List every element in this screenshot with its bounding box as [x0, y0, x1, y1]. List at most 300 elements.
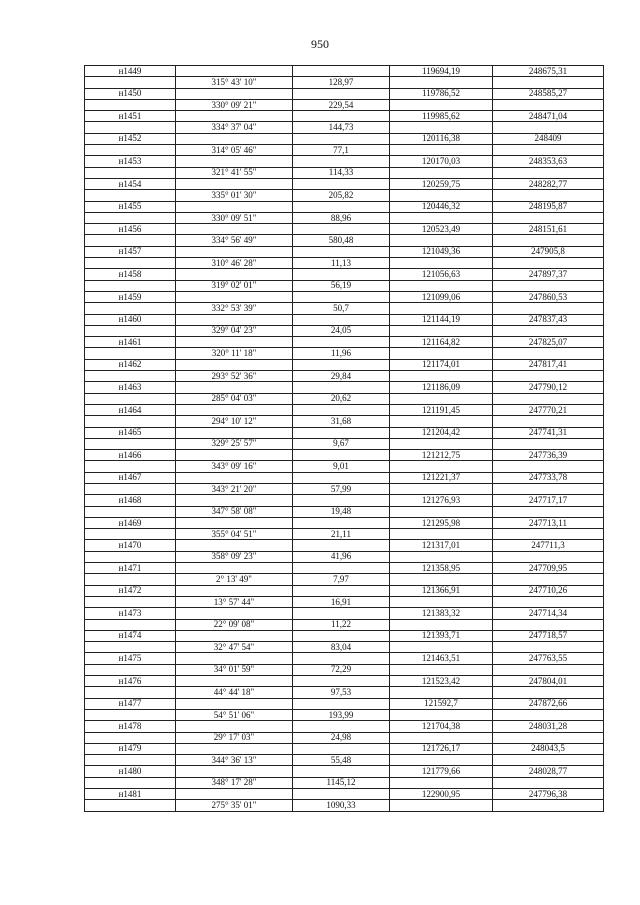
point-row: [85, 698, 604, 709]
point-name-cell: н1456: [85, 224, 176, 235]
distance-cell: 50,7: [293, 303, 390, 314]
empty-cell: [176, 224, 293, 235]
empty-cell: [390, 506, 493, 517]
bearing-cell: 22° 09' 08": [176, 619, 293, 630]
bearing-cell: 343° 09' 16": [176, 461, 293, 472]
distance-cell: 24,05: [293, 325, 390, 336]
distance-cell: 114,33: [293, 167, 390, 178]
distance-cell: 16,91: [293, 596, 390, 607]
y-coordinate-cell: 247736,39: [493, 450, 604, 461]
distance-cell: 41,96: [293, 551, 390, 562]
point-row: [85, 291, 604, 302]
distance-cell: 1090,33: [293, 800, 390, 811]
empty-cell: [176, 178, 293, 189]
empty-cell: [176, 517, 293, 528]
empty-cell: [390, 461, 493, 472]
empty-cell: [176, 88, 293, 99]
empty-cell: [293, 517, 390, 528]
y-coordinate-cell: 247714,34: [493, 608, 604, 619]
empty-cell: [390, 371, 493, 382]
empty-cell: [493, 325, 604, 336]
empty-cell: [293, 291, 390, 302]
empty-cell: [293, 337, 390, 348]
point-row: [85, 721, 604, 732]
bearing-cell: 29° 17' 03": [176, 732, 293, 743]
empty-cell: [390, 529, 493, 540]
bearing-cell: 2° 13' 49": [176, 574, 293, 585]
empty-cell: [493, 167, 604, 178]
distance-cell: 11,96: [293, 348, 390, 359]
empty-cell: [390, 755, 493, 766]
empty-cell: [85, 212, 176, 223]
bearing-cell: 32° 47' 54": [176, 642, 293, 653]
empty-cell: [390, 551, 493, 562]
bearing-cell: 344° 36' 13": [176, 755, 293, 766]
segment-row: [85, 461, 604, 472]
empty-cell: [85, 371, 176, 382]
empty-cell: [493, 529, 604, 540]
empty-cell: [293, 88, 390, 99]
empty-cell: [293, 201, 390, 212]
distance-cell: 205,82: [293, 190, 390, 201]
distance-cell: 72,29: [293, 664, 390, 675]
empty-cell: [293, 111, 390, 122]
x-coordinate-cell: 121366,91: [390, 585, 493, 596]
bearing-cell: 355° 04' 51": [176, 529, 293, 540]
y-coordinate-cell: 247804,01: [493, 676, 604, 687]
empty-cell: [176, 540, 293, 551]
point-name-cell: н1475: [85, 653, 176, 664]
empty-cell: [85, 325, 176, 336]
empty-cell: [390, 574, 493, 585]
x-coordinate-cell: 121049,36: [390, 246, 493, 257]
empty-cell: [493, 483, 604, 494]
point-name-cell: н1472: [85, 585, 176, 596]
empty-cell: [85, 348, 176, 359]
point-name-cell: н1480: [85, 766, 176, 777]
point-row: [85, 540, 604, 551]
y-coordinate-cell: 248151,61: [493, 224, 604, 235]
x-coordinate-cell: 121779,66: [390, 766, 493, 777]
empty-cell: [293, 698, 390, 709]
x-coordinate-cell: 120116,38: [390, 133, 493, 144]
empty-cell: [293, 721, 390, 732]
segment-row: [85, 258, 604, 269]
distance-cell: 24,98: [293, 732, 390, 743]
empty-cell: [390, 687, 493, 698]
empty-cell: [176, 133, 293, 144]
empty-cell: [493, 416, 604, 427]
distance-cell: 77,1: [293, 145, 390, 156]
segment-row: [85, 596, 604, 607]
point-name-cell: н1470: [85, 540, 176, 551]
empty-cell: [85, 258, 176, 269]
segment-row: [85, 190, 604, 201]
empty-cell: [85, 461, 176, 472]
empty-cell: [390, 145, 493, 156]
point-row: [85, 766, 604, 777]
x-coordinate-cell: 121276,93: [390, 495, 493, 506]
segment-row: [85, 529, 604, 540]
bearing-cell: 335° 01' 30": [176, 190, 293, 201]
bearing-cell: 321° 41' 55": [176, 167, 293, 178]
y-coordinate-cell: 247717,17: [493, 495, 604, 506]
point-row: [85, 676, 604, 687]
empty-cell: [293, 246, 390, 257]
empty-cell: [493, 212, 604, 223]
empty-cell: [493, 303, 604, 314]
y-coordinate-cell: 248409: [493, 133, 604, 144]
point-name-cell: н1479: [85, 743, 176, 754]
x-coordinate-cell: 121463,51: [390, 653, 493, 664]
x-coordinate-cell: 121295,98: [390, 517, 493, 528]
bearing-cell: 13° 57' 44": [176, 596, 293, 607]
segment-row: [85, 77, 604, 88]
y-coordinate-cell: 247770,21: [493, 404, 604, 415]
y-coordinate-cell: 247713,11: [493, 517, 604, 528]
empty-cell: [293, 608, 390, 619]
point-row: [85, 427, 604, 438]
point-row: [85, 517, 604, 528]
point-name-cell: н1474: [85, 630, 176, 641]
empty-cell: [390, 416, 493, 427]
empty-cell: [293, 676, 390, 687]
point-name-cell: н1468: [85, 495, 176, 506]
empty-cell: [176, 766, 293, 777]
empty-cell: [293, 653, 390, 664]
y-coordinate-cell: 248675,31: [493, 66, 604, 77]
empty-cell: [176, 382, 293, 393]
empty-cell: [390, 235, 493, 246]
empty-cell: [293, 630, 390, 641]
empty-cell: [493, 393, 604, 404]
distance-cell: 11,22: [293, 619, 390, 630]
empty-cell: [176, 359, 293, 370]
empty-cell: [293, 540, 390, 551]
distance-cell: 128,97: [293, 77, 390, 88]
distance-cell: 144,73: [293, 122, 390, 133]
empty-cell: [390, 212, 493, 223]
point-row: [85, 608, 604, 619]
bearing-cell: 334° 56' 49": [176, 235, 293, 246]
segment-row: [85, 393, 604, 404]
bearing-cell: 348° 17' 28": [176, 777, 293, 788]
point-name-cell: н1469: [85, 517, 176, 528]
empty-cell: [85, 77, 176, 88]
empty-cell: [85, 551, 176, 562]
empty-cell: [390, 642, 493, 653]
empty-cell: [493, 235, 604, 246]
segment-row: [85, 574, 604, 585]
y-coordinate-cell: 247860,53: [493, 291, 604, 302]
y-coordinate-cell: 247837,43: [493, 314, 604, 325]
point-name-cell: н1481: [85, 789, 176, 800]
empty-cell: [85, 642, 176, 653]
point-row: [85, 133, 604, 144]
x-coordinate-cell: 121191,45: [390, 404, 493, 415]
empty-cell: [176, 608, 293, 619]
point-name-cell: н1458: [85, 269, 176, 280]
empty-cell: [176, 337, 293, 348]
empty-cell: [390, 77, 493, 88]
x-coordinate-cell: 120446,32: [390, 201, 493, 212]
y-coordinate-cell: 247763,55: [493, 653, 604, 664]
empty-cell: [293, 382, 390, 393]
empty-cell: [176, 630, 293, 641]
point-row: [85, 359, 604, 370]
segment-row: [85, 732, 604, 743]
point-row: [85, 404, 604, 415]
point-row: [85, 585, 604, 596]
empty-cell: [390, 800, 493, 811]
empty-cell: [293, 66, 390, 77]
empty-cell: [493, 371, 604, 382]
empty-cell: [493, 619, 604, 630]
x-coordinate-cell: 121523,42: [390, 676, 493, 687]
bearing-cell: 334° 37' 04": [176, 122, 293, 133]
distance-cell: 11,13: [293, 258, 390, 269]
empty-cell: [85, 483, 176, 494]
segment-row: [85, 438, 604, 449]
y-coordinate-cell: 248195,87: [493, 201, 604, 212]
empty-cell: [390, 190, 493, 201]
x-coordinate-cell: 121144,19: [390, 314, 493, 325]
page-number: 950: [311, 37, 329, 51]
empty-cell: [85, 800, 176, 811]
empty-cell: [293, 224, 390, 235]
empty-cell: [176, 269, 293, 280]
point-name-cell: н1477: [85, 698, 176, 709]
empty-cell: [85, 709, 176, 720]
empty-cell: [176, 698, 293, 709]
y-coordinate-cell: 248585,27: [493, 88, 604, 99]
empty-cell: [493, 258, 604, 269]
point-name-cell: н1461: [85, 337, 176, 348]
empty-cell: [493, 122, 604, 133]
empty-cell: [293, 404, 390, 415]
coordinates-table: [84, 65, 604, 812]
y-coordinate-cell: 247905,8: [493, 246, 604, 257]
empty-cell: [176, 201, 293, 212]
y-coordinate-cell: 247741,31: [493, 427, 604, 438]
empty-cell: [85, 167, 176, 178]
empty-cell: [85, 732, 176, 743]
empty-cell: [390, 280, 493, 291]
distance-cell: 9,01: [293, 461, 390, 472]
distance-cell: 19,48: [293, 506, 390, 517]
bearing-cell: 34° 01' 59": [176, 664, 293, 675]
empty-cell: [85, 574, 176, 585]
distance-cell: 193,99: [293, 709, 390, 720]
x-coordinate-cell: 119985,62: [390, 111, 493, 122]
point-name-cell: н1466: [85, 450, 176, 461]
x-coordinate-cell: 121221,37: [390, 472, 493, 483]
empty-cell: [293, 314, 390, 325]
point-row: [85, 201, 604, 212]
empty-cell: [493, 77, 604, 88]
point-name-cell: н1455: [85, 201, 176, 212]
bearing-cell: 314° 05' 46": [176, 145, 293, 156]
empty-cell: [493, 687, 604, 698]
empty-cell: [85, 438, 176, 449]
y-coordinate-cell: 247817,41: [493, 359, 604, 370]
empty-cell: [85, 664, 176, 675]
y-coordinate-cell: 248353,63: [493, 156, 604, 167]
empty-cell: [390, 99, 493, 110]
empty-cell: [390, 393, 493, 404]
y-coordinate-cell: 247790,12: [493, 382, 604, 393]
x-coordinate-cell: 121383,32: [390, 608, 493, 619]
x-coordinate-cell: 121212,75: [390, 450, 493, 461]
empty-cell: [293, 427, 390, 438]
segment-row: [85, 325, 604, 336]
y-coordinate-cell: 248031,28: [493, 721, 604, 732]
x-coordinate-cell: 121393,71: [390, 630, 493, 641]
empty-cell: [493, 800, 604, 811]
point-name-cell: н1452: [85, 133, 176, 144]
point-name-cell: н1454: [85, 178, 176, 189]
empty-cell: [85, 122, 176, 133]
point-name-cell: н1464: [85, 404, 176, 415]
empty-cell: [176, 721, 293, 732]
bearing-cell: 275° 35' 01": [176, 800, 293, 811]
segment-row: [85, 145, 604, 156]
distance-cell: 7,97: [293, 574, 390, 585]
empty-cell: [390, 777, 493, 788]
segment-row: [85, 506, 604, 517]
segment-row: [85, 167, 604, 178]
empty-cell: [176, 585, 293, 596]
bearing-cell: 329° 04' 23": [176, 325, 293, 336]
empty-cell: [85, 687, 176, 698]
x-coordinate-cell: 121358,95: [390, 563, 493, 574]
x-coordinate-cell: 121704,38: [390, 721, 493, 732]
distance-cell: 97,53: [293, 687, 390, 698]
empty-cell: [493, 348, 604, 359]
segment-row: [85, 235, 604, 246]
distance-cell: 21,11: [293, 529, 390, 540]
empty-cell: [85, 506, 176, 517]
empty-cell: [176, 653, 293, 664]
bearing-cell: 319° 02' 01": [176, 280, 293, 291]
empty-cell: [390, 732, 493, 743]
distance-cell: 88,96: [293, 212, 390, 223]
segment-row: [85, 687, 604, 698]
y-coordinate-cell: 247718,57: [493, 630, 604, 641]
bearing-cell: 285° 04' 03": [176, 393, 293, 404]
empty-cell: [293, 495, 390, 506]
empty-cell: [85, 529, 176, 540]
segment-row: [85, 99, 604, 110]
empty-cell: [390, 167, 493, 178]
point-name-cell: н1478: [85, 721, 176, 732]
bearing-cell: 320° 11' 18": [176, 348, 293, 359]
segment-row: [85, 642, 604, 653]
empty-cell: [493, 506, 604, 517]
empty-cell: [493, 664, 604, 675]
segment-row: [85, 416, 604, 427]
bearing-cell: 293° 52' 36": [176, 371, 293, 382]
segment-row: [85, 371, 604, 382]
empty-cell: [176, 111, 293, 122]
x-coordinate-cell: 121164,82: [390, 337, 493, 348]
empty-cell: [493, 596, 604, 607]
point-row: [85, 111, 604, 122]
point-row: [85, 743, 604, 754]
point-row: [85, 269, 604, 280]
point-row: [85, 156, 604, 167]
empty-cell: [293, 585, 390, 596]
y-coordinate-cell: 248043,5: [493, 743, 604, 754]
empty-cell: [493, 709, 604, 720]
empty-cell: [390, 664, 493, 675]
empty-cell: [493, 145, 604, 156]
empty-cell: [85, 235, 176, 246]
point-row: [85, 382, 604, 393]
y-coordinate-cell: 247709,95: [493, 563, 604, 574]
empty-cell: [390, 438, 493, 449]
empty-cell: [85, 777, 176, 788]
point-name-cell: н1467: [85, 472, 176, 483]
bearing-cell: 343° 21' 20": [176, 483, 293, 494]
point-name-cell: н1449: [85, 66, 176, 77]
distance-cell: 31,68: [293, 416, 390, 427]
bearing-cell: 294° 10' 12": [176, 416, 293, 427]
point-name-cell: н1476: [85, 676, 176, 687]
point-row: [85, 337, 604, 348]
bearing-cell: 358° 09' 23": [176, 551, 293, 562]
y-coordinate-cell: 247825,07: [493, 337, 604, 348]
empty-cell: [390, 596, 493, 607]
point-row: [85, 563, 604, 574]
distance-cell: 9,67: [293, 438, 390, 449]
point-name-cell: н1450: [85, 88, 176, 99]
empty-cell: [293, 269, 390, 280]
empty-cell: [85, 190, 176, 201]
y-coordinate-cell: 247711,3: [493, 540, 604, 551]
x-coordinate-cell: 119694,19: [390, 66, 493, 77]
x-coordinate-cell: 121204,42: [390, 427, 493, 438]
distance-cell: 1145,12: [293, 777, 390, 788]
point-row: [85, 450, 604, 461]
bearing-cell: 332° 53' 39": [176, 303, 293, 314]
empty-cell: [390, 303, 493, 314]
point-name-cell: н1471: [85, 563, 176, 574]
empty-cell: [493, 777, 604, 788]
bearing-cell: 330° 09' 51": [176, 212, 293, 223]
empty-cell: [293, 178, 390, 189]
point-name-cell: н1457: [85, 246, 176, 257]
segment-row: [85, 303, 604, 314]
segment-row: [85, 212, 604, 223]
point-name-cell: н1465: [85, 427, 176, 438]
y-coordinate-cell: 247796,38: [493, 789, 604, 800]
x-coordinate-cell: 119786,52: [390, 88, 493, 99]
empty-cell: [293, 472, 390, 483]
segment-row: [85, 551, 604, 562]
distance-cell: 580,48: [293, 235, 390, 246]
empty-cell: [493, 755, 604, 766]
empty-cell: [176, 66, 293, 77]
empty-cell: [293, 359, 390, 370]
empty-cell: [176, 450, 293, 461]
point-row: [85, 246, 604, 257]
empty-cell: [176, 472, 293, 483]
point-row: [85, 630, 604, 641]
point-name-cell: н1453: [85, 156, 176, 167]
y-coordinate-cell: 248028,77: [493, 766, 604, 777]
empty-cell: [85, 99, 176, 110]
